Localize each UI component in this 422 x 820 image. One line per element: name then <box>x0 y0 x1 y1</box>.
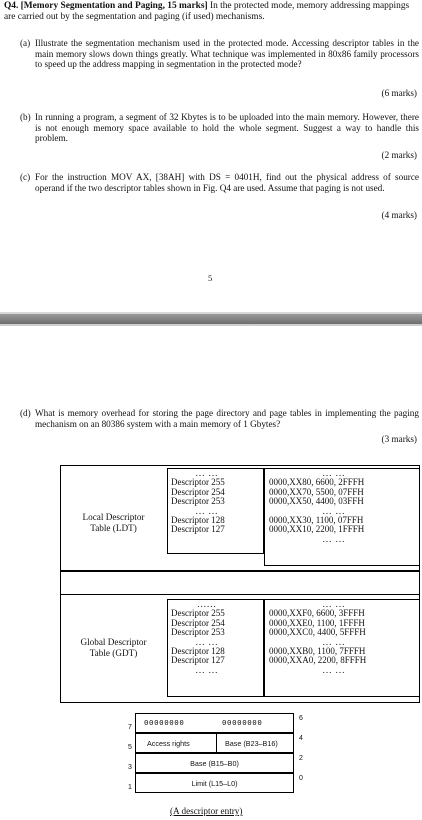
list-item: Descriptor 253 <box>171 627 225 638</box>
entry-limit: Limit (L15–L0) <box>191 779 238 788</box>
part-d <box>20 408 418 434</box>
entry-base-low: Base (B15–B0) <box>190 759 239 768</box>
list-item: ... ... <box>322 505 346 516</box>
entry-byte-index: 2 <box>299 755 303 762</box>
part-c-text: For the instruction MOV AX, [38AH] with DS = 0401H, find out the physical address of source operand if the two descriptor tables shown in Fig. Q4 are used. Assume that paging is not used. <box>35 172 419 193</box>
exam-page-2 <box>0 326 422 820</box>
entry-access-rights: Access rights <box>147 739 190 748</box>
list-item: ... ... <box>322 599 346 609</box>
entry-byte-index: 1 <box>128 784 132 791</box>
ldt-value-list <box>264 468 420 566</box>
entry-row-bits <box>135 713 294 733</box>
list-item: 0000,XXF0, 6600, 3FFFH <box>269 608 365 619</box>
part-c <box>20 172 418 212</box>
part-d-text: What is memory overhead for storing the page directory and page tables in implementing the paging mechanism on an 80386 system with a main memory of 1 Gbytes? <box>35 408 419 429</box>
list-item: 0000,XXB0, 1100, 7FFFH <box>269 645 366 656</box>
question-number: Q4. <box>4 1 19 11</box>
part-d-marks: (3 marks) <box>381 434 417 444</box>
part-a-marks: (6 marks) <box>381 88 417 98</box>
entry-bits-left: 00000000 <box>144 718 185 727</box>
list-item: 0000,XX80, 6600, 2FFFH <box>269 477 365 488</box>
question-intro: In the protected mode, memory addressing mappings are carried out by the segmentation and paging (if used) mechanisms. <box>4 1 410 22</box>
part-b-text: In running a program, a segment of 32 Kbytes is to be uploaded into the main memory. However, there is not enough memory space available to hold the whole segment. Suggest a way to handle this problem. <box>35 112 419 144</box>
list-item: ... ... <box>195 468 219 478</box>
list-item: ... ... <box>322 468 346 478</box>
list-item: ... ... <box>195 505 219 516</box>
part-b-label: (b) <box>20 112 31 122</box>
list-item: 0000,XX70, 5500, 07FFH <box>269 486 364 497</box>
entry-caption: (A descriptor entry) <box>170 806 243 816</box>
question-title: [Memory Segmentation and Paging, 15 marks] <box>20 1 208 11</box>
part-a-label: (a) <box>20 38 31 48</box>
entry-bits-right: 00000000 <box>222 718 263 727</box>
gdt-label-line2: Table (GDT) <box>89 647 138 658</box>
list-item: Descriptor 255 <box>171 608 225 619</box>
ldt-descriptor-list <box>167 468 264 554</box>
list-item: Descriptor 127 <box>171 655 225 666</box>
entry-split-line <box>216 734 217 752</box>
entry-row-limit <box>135 773 294 793</box>
list-item: ... ... <box>322 636 346 647</box>
part-d-label: (d) <box>20 408 31 418</box>
ldt-label <box>60 512 167 533</box>
list-item: Descriptor 254 <box>171 486 225 497</box>
part-a-text: Illustrate the segmentation mechanism used in the protected mode. Accessing descriptor tables in the main memory slows down things greatly. What technique was implemented in 80x86 family processors to speed up the address mapping in segmentation in the protected mode? <box>35 38 419 70</box>
list-item: 0000,XX50, 4400, 03FFH <box>269 496 364 507</box>
gdt-descriptor-list <box>167 599 264 697</box>
entry-byte-index: 7 <box>128 724 132 731</box>
list-item: ... ... <box>195 636 219 647</box>
gdt-value-list <box>264 599 420 697</box>
entry-byte-index: 5 <box>128 744 132 751</box>
list-item: 0000,XXA0, 2200, 8FFFH <box>269 655 367 666</box>
entry-byte-index: 3 <box>128 764 132 771</box>
part-b <box>20 112 418 152</box>
table-separator-band <box>60 571 420 595</box>
gdt-label-line1: Global Descriptor <box>80 637 147 647</box>
list-item: 0000,XX30, 1100, 07FFH <box>269 514 364 525</box>
exam-page-1 <box>0 0 422 312</box>
part-a <box>20 38 418 98</box>
entry-base-high: Base (B23–B16) <box>225 739 278 748</box>
entry-byte-index: 4 <box>299 735 303 742</box>
list-item: 0000,XXE0, 1100, 1FFFH <box>269 617 365 628</box>
list-item: 0000,XX10, 2200, 1FFFH <box>269 524 365 535</box>
list-item: ... ... <box>322 533 346 544</box>
part-b-marks: (2 marks) <box>381 150 417 160</box>
page-divider <box>0 312 422 326</box>
list-item: ... ... <box>195 664 219 675</box>
entry-byte-index: 0 <box>299 775 303 782</box>
list-item: Descriptor 255 <box>171 477 225 488</box>
list-item: 0000,XXC0, 4400, 5FFFH <box>269 627 366 638</box>
entry-row-access-base <box>135 733 294 753</box>
descriptor-entry-diagram <box>127 711 317 799</box>
list-item: Descriptor 128 <box>171 645 225 656</box>
list-item: ... ... <box>322 664 346 675</box>
ldt-label-line1: Local Descriptor <box>82 512 145 522</box>
list-item: Descriptor 127 <box>171 524 225 535</box>
list-item: Descriptor 254 <box>171 617 225 628</box>
list-item: ...... <box>197 599 217 609</box>
gdt-label <box>60 637 167 658</box>
entry-byte-index: 6 <box>299 715 303 722</box>
page-number: 5 <box>208 273 213 283</box>
list-item: Descriptor 128 <box>171 514 225 525</box>
question-header <box>4 1 418 22</box>
ldt-label-line2: Table (LDT) <box>90 522 137 533</box>
list-item: Descriptor 253 <box>171 496 225 507</box>
part-c-label: (c) <box>20 172 31 182</box>
descriptor-tables-figure <box>60 465 420 703</box>
part-c-marks: (4 marks) <box>381 210 417 220</box>
entry-row-base-low <box>135 753 294 773</box>
